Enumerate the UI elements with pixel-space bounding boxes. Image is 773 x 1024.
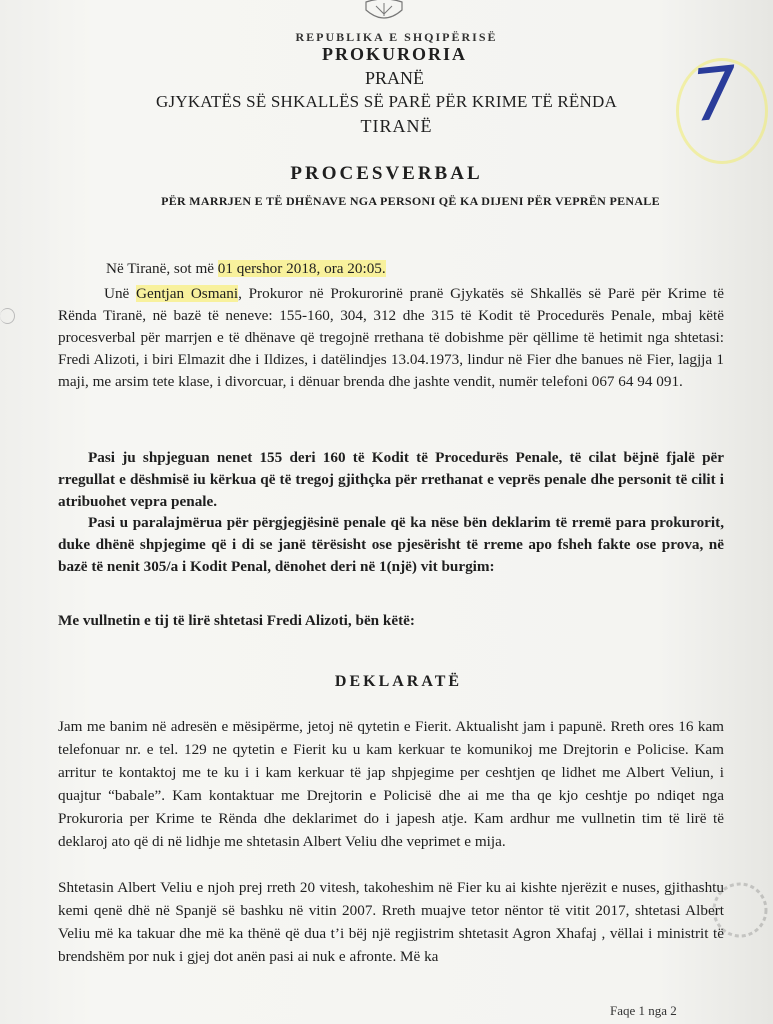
- date-time: 01 qershor 2018, ora 20:05.: [217, 260, 386, 277]
- prosecutor-paragraph: [58, 283, 724, 393]
- declaration-paragraph-2: Shtetasin Albert Veliu e njoh prej rreth 20 vitesh, takoheshim në Fier ku ai kishte njerëzit e nuses, gjithashtu kemi qenë dhë në Spanjë së bashku në vitin 2007. Rreth muajve tetor nëntor të vitit 2017, shtetasi Albert Veliu më ka takuar dhe më ka thënë që dua t’i bëj një regjistrim shtetasit Agron Xhafaj , vëllai i ministrit të brendshëm por nuk i gjej dot anën pasi ai nuk e afronte. Më ka: [58, 879, 724, 965]
- court-name: GJYKATËS SË SHKALLËS SË PARË PËR KRIME TË RËNDA: [156, 92, 617, 111]
- eagle-emblem-icon: [362, 0, 406, 22]
- city-name: TIRANË: [360, 116, 433, 136]
- prane-label: PRANË: [364, 68, 424, 88]
- document-subtitle: PËR MARRJEN E TË DHËNAVE NGA PERSONI QË KA DIJENI PËR VEPRËN PENALE: [161, 194, 660, 208]
- declaration-paragraph-1: Jam me banim në adresën e mësipërme, jetoj në qytetin e Fierit. Aktualisht jam i papunë. Rreth ores 16 kam telefonuar nr. e tel. 129 ne qytetin e Fierit ku u kam kerkuar te komunikoj me Drejtorin e Policise. Kam arritur te kontaktoj me te ku i i kam kerkuar të jap shpjegime per ceshtjen qe lidhet me Albert Veliun, i quajtur “babale”. Kam kontaktuar me Drejtorin e Policisë dhe ai me tha qe kjo ceshtje po ndiqet nga Prokuroria per Krime te Rënda dhe deklarimet do i japesh atje. Kam ardhur me vullnetin tim të lirë të deklaroj ato që di në lidhje me shtetasin Albert Veliu dhe veprimet e mija.: [58, 718, 724, 850]
- p1-rest: , Prokuror në Prokurorinë pranë Gjykatës së Shkallës së Parë për Krime të Rënda Tiranë, në bazë të neneve: 155-160, 304, 312 dhe 315 të Kodit të Procedurës Penale, mbaj këtë procesverbal për marrjen e të dhënave që tregojnë rrethana të dobishme për qëllime të hetimit nga shtetasi: Fredi Alizoti, i biri Elmazit dhe i Ildizes, i datëlindjes 13.04.1973, lindur në Fier dhe banues në Fier, lagjja 1 maji, me arsim tete klase, i divorcuar, i dënuar brenda dhe jashte vendit, numër telefoni 067 64 94 091.: [58, 285, 724, 390]
- p1-prefix: Unë: [104, 285, 137, 302]
- document-title: PROCESVERBAL: [290, 163, 483, 184]
- place-prefix: Në Tiranë, sot më: [106, 260, 218, 277]
- republic-label: REPUBLIKA E SHQIPËRISË: [295, 30, 498, 44]
- warning-paragraph: Pasi u paralajmërua për përgjegjësinë penale që ka nëse bën deklarim të rremë para prokurorit, duke dhënë shpjegime që i di se janë tërësisht ose pjesërisht të rreme apo fsheh fakte ose prova, në bazë të nenit 305/a i Kodit Penal, dënohet deri në 1(një) vit burgim:: [58, 514, 724, 575]
- handwritten-case-number: 7: [687, 49, 743, 139]
- punch-hole-mark: [0, 308, 15, 324]
- declaration-heading: DEKLARATË: [334, 673, 463, 690]
- rights-paragraph: Pasi ju shpjeguan nenet 155 deri 160 të Kodit të Procedurës Penale, të cilat bëjnë fjalë për rregullat e dëshmisë iu kërkua që të tregoj gjithçka për rrethanat e veprës penale dhe personit të cilit i atribuohet vepra penale.: [58, 449, 724, 510]
- office-name: PROKURORIA: [322, 44, 467, 64]
- prosecutor-name: Gentjan Osmani: [136, 285, 239, 302]
- date-line: [106, 258, 506, 280]
- ink-stamp-icon: [700, 880, 770, 940]
- statement-intro: Me vullnetin e tij të lirë shtetasi Fredi Alizoti, bën këtë:: [58, 612, 415, 629]
- page-number: Faqe 1 nga 2: [610, 1003, 677, 1018]
